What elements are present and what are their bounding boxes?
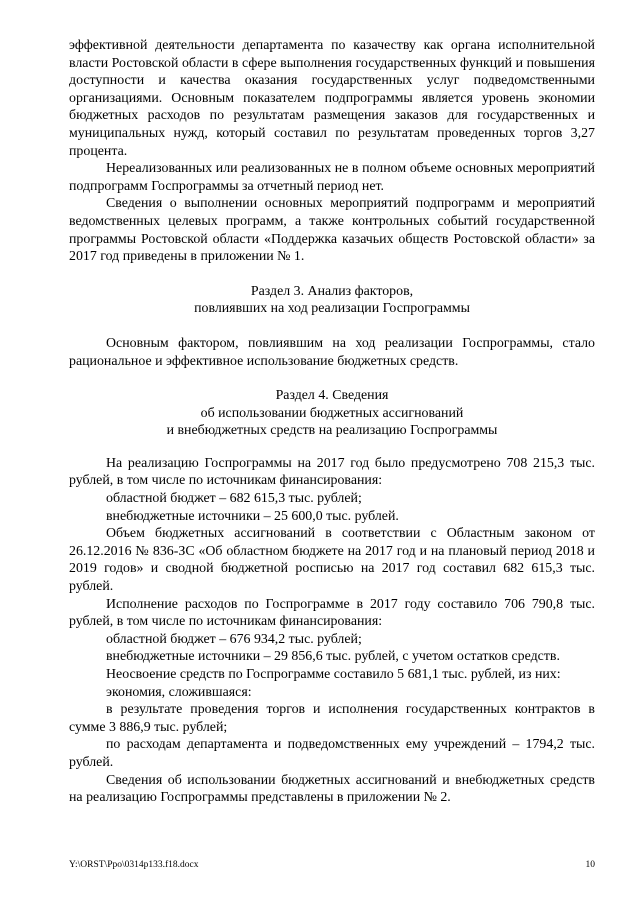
paragraph-planned-funding: На реализацию Госпрограммы на 2017 год было предусмотрено 708 215,3 тыс. рублей, в том числе по источникам финансирования:	[69, 455, 595, 489]
section-4-heading-line-2: об использовании бюджетных ассигнований	[200, 405, 464, 421]
section-4-heading-line-1: Раздел 4. Сведения	[275, 388, 389, 404]
paragraph-regional-budget-planned: областной бюджет – 682 615,3 тыс. рублей;	[106, 491, 362, 507]
paragraph-savings-tenders: в результате проведения торгов и исполнения государственных контрактов в сумме 3 886,9 тыс. рублей;	[69, 702, 595, 735]
page-body	[69, 37, 595, 807]
paragraph-extrabudgetary-planned: внебюджетные источники – 25 600,0 тыс. рублей.	[106, 508, 399, 524]
section-3-paragraph: Основным фактором, повлиявшим на ход реализации Госпрограммы, стало рациональное и эффективное использование бюджетных средств.	[69, 335, 595, 369]
section-4-heading-line-3: и внебюджетных средств на реализацию Госпрограммы	[166, 423, 498, 439]
paragraph-savings-department: по расходам департамента и подведомственных ему учреждений – 1794,2 тыс. рублей.	[69, 737, 595, 770]
paragraph-appendix-1-reference: Сведения о выполнении основных мероприятий подпрограмм и мероприятий ведомственных целевых программ, а также контрольных событий государственной программы Ростовской области «Поддержка казачьих обществ Ростовской области» за 2017 год приведены в приложении № 1.	[69, 196, 595, 265]
paragraph-unspent-funds: Неосвоение средств по Госпрограмме составило 5 681,1 тыс. рублей, из них:	[106, 667, 561, 682]
paragraph-savings: экономия, сложившаяся:	[106, 684, 252, 700]
section-3-heading-line-1: Раздел 3. Анализ факторов,	[250, 283, 414, 299]
paragraph-execution-expenses: Исполнение расходов по Госпрограмме в 2017 году составило 706 790,8 тыс. рублей, в том числе по источникам финансирования:	[69, 596, 595, 630]
footer-file-path: Y:\ORST\Ppo\0314p133.f18.docx	[69, 860, 199, 870]
section-3-heading-line-2: повлиявших на ход реализации Госпрограммы	[194, 301, 470, 317]
paragraph-unrealized-measures: Нереализованных или реализованных не в полном объеме основных мероприятий подпрограмм Госпрограммы за отчетный период нет.	[69, 161, 595, 194]
paragraph-appendix-2-reference: Сведения об использовании бюджетных ассигнований и внебюджетных средств на реализацию Госпрограммы представлены в приложении № 2.	[69, 772, 595, 806]
paragraph-regional-budget-executed: областной бюджет – 676 934,2 тыс. рублей;	[106, 631, 362, 647]
paragraph-continuation: эффективной деятельности департамента по казачеству как органа исполнительной власти Ростовской области в сфере выполнения государственных функций и повышения доступности и качества оказания государственных услуг подведомственными организациями. Основным показателем подпрограммы является уровень экономии бюджетных расходов по результатам размещения заказов для государственных и муниципальных нужд, который составил по результатам проведенных торгов 3,27 процента.	[69, 38, 595, 159]
paragraph-extrabudgetary-executed: внебюджетные источники – 29 856,6 тыс. рублей, с учетом остатков средств.	[106, 649, 560, 665]
paragraph-budget-allocations-law: Объем бюджетных ассигнований в соответствии с Областным законом от 26.12.2016 № 836-ЗС «Об областном бюджете на 2017 год и на плановый период 2018 и 2019 годов» и сводной бюджетной росписью на 2017 год составил 682 615,3 тыс. рублей.	[69, 526, 595, 595]
page-number: 10	[585, 860, 595, 870]
